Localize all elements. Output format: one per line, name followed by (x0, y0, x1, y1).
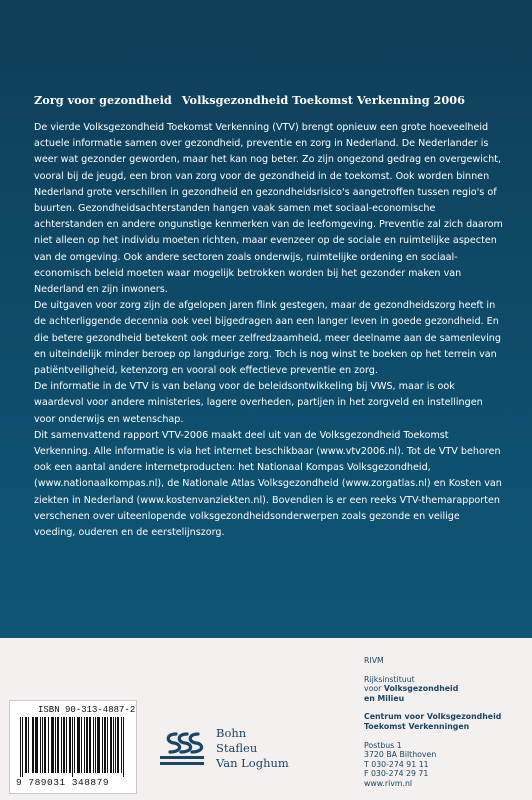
rivm-institute-line-3: en Milieu (364, 693, 405, 703)
blurb-paragraph-4: Dit samenvattend rapport VTV-2006 maakt deel uit van de Volksgezondheid Toekomst Verkenning. Alle informatie is via het internet beschikbaar (www.vtv2006.nl). Tot de VTV behoren ook een aantal andere internetproducten: het Nationaal Kompas Volksgezondheid, (www.nationaalkompas.nl), de Nationale Atlas Volksgezondheid (www.zorgatlas.nl) en Kosten van ziekten in Nederland (www.kostenvanziekten.nl). Bovendien is er een reeks VTV-themarapporten verschenen over uiteenlopende volksgezondheidsonderwerpen zoals gezonde en veilige voeding, ouderen en de eerstelijnszorg. (34, 429, 502, 539)
publisher-name (216, 726, 289, 771)
barcode-icon (20, 717, 126, 777)
blurb-paragraph-2: De uitgaven voor zorg zijn de afgelopen jaren flink gestegen, maar de gezondheidszorg heeft in de achterliggende decennia ook veel bijgedragen aan een langer leven in goede gezondheid. En die betere gezondheid betekent ook meer zelfredzaamheid, meer deelname aan de samenleving en uiteindelijk minder beroep op langdurige zorg. Toch is nog winst te boeken op het terrein van patiëntveiligheid, ketenzorg en vooral ook effectieve preventie en zorg. (34, 300, 501, 377)
isbn-label: ISBN 90-313-4887-2 (38, 705, 136, 715)
publisher-line-1: Bohn (216, 726, 247, 740)
blurb-paragraph-3: De informatie in de VTV is van belang voor de beleidsontwikkeling bij VWS, maar is ook waardevol voor andere ministeries, lagere overheden, partijen in het zorgveld en instellingen voor onderwijs en wetenschap. (34, 381, 483, 425)
website: www.rivm.nl (364, 778, 413, 788)
barcode-sticker (9, 700, 137, 794)
heading-subtitle: Volksgezondheid Toekomst Verkenning 2006 (181, 93, 465, 107)
address-line-2: 3720 BA Bilthoven (364, 750, 437, 760)
heading-title: Zorg voor gezondheid (34, 93, 172, 107)
publisher-logo-icon (156, 728, 208, 768)
fax-number: F 030-274 29 71 (364, 769, 429, 779)
blurb-text (34, 120, 504, 541)
barcode-digits: 9 789031 348879 (16, 777, 110, 788)
rivm-address-block (364, 656, 524, 789)
publisher-line-2: Stafleu (216, 741, 258, 755)
rivm-institute-line-1: Rijksinstituut (364, 674, 415, 684)
publisher-line-3: Van Loghum (216, 756, 289, 770)
address-line-1: Postbus 1 (364, 740, 402, 750)
rivm-acronym: RIVM (364, 656, 384, 665)
rivm-institute-line-2: voor Volksgezondheid (364, 684, 459, 694)
back-cover-heading (34, 93, 465, 107)
phone-number: T 030-274 91 11 (364, 759, 429, 769)
centre-line-2: Toekomst Verkenningen (364, 721, 470, 731)
centre-line-1: Centrum voor Volksgezondheid (364, 712, 502, 722)
blurb-paragraph-1: De vierde Volksgezondheid Toekomst Verkenning (VTV) brengt opnieuw een grote hoeveelheid actuele informatie samen over gezondheid, preventie en zorg in Nederland. De Nederlander is weer wat gezonder geworden, maar het kan nog beter. Zo zijn ongezond gedrag en overgewicht, vooral bij de jeugd, een bron van zorg voor de gezondheid in de toekomst. Ook worden binnen Nederland grote verschillen in gezondheid en gezondheidsrisico's aangetroffen tussen regio's of buurten. Gezondheidsachterstanden hangen vaak samen met sociaal-economische achterstanden en andere ongunstige kenmerken van de leefomgeving. Preventie zal zich daarom niet alleen op het individu moeten richten, maar evenzeer op de sociale en ruimtelijke aspecten van de omgeving. Ook andere sectoren zoals onderwijs, ruimtelijke ordening en sociaal-economisch beleid moeten waar mogelijk betrokken worden bij het gezonder maken van Nederland en zijn inwoners. (34, 122, 503, 296)
